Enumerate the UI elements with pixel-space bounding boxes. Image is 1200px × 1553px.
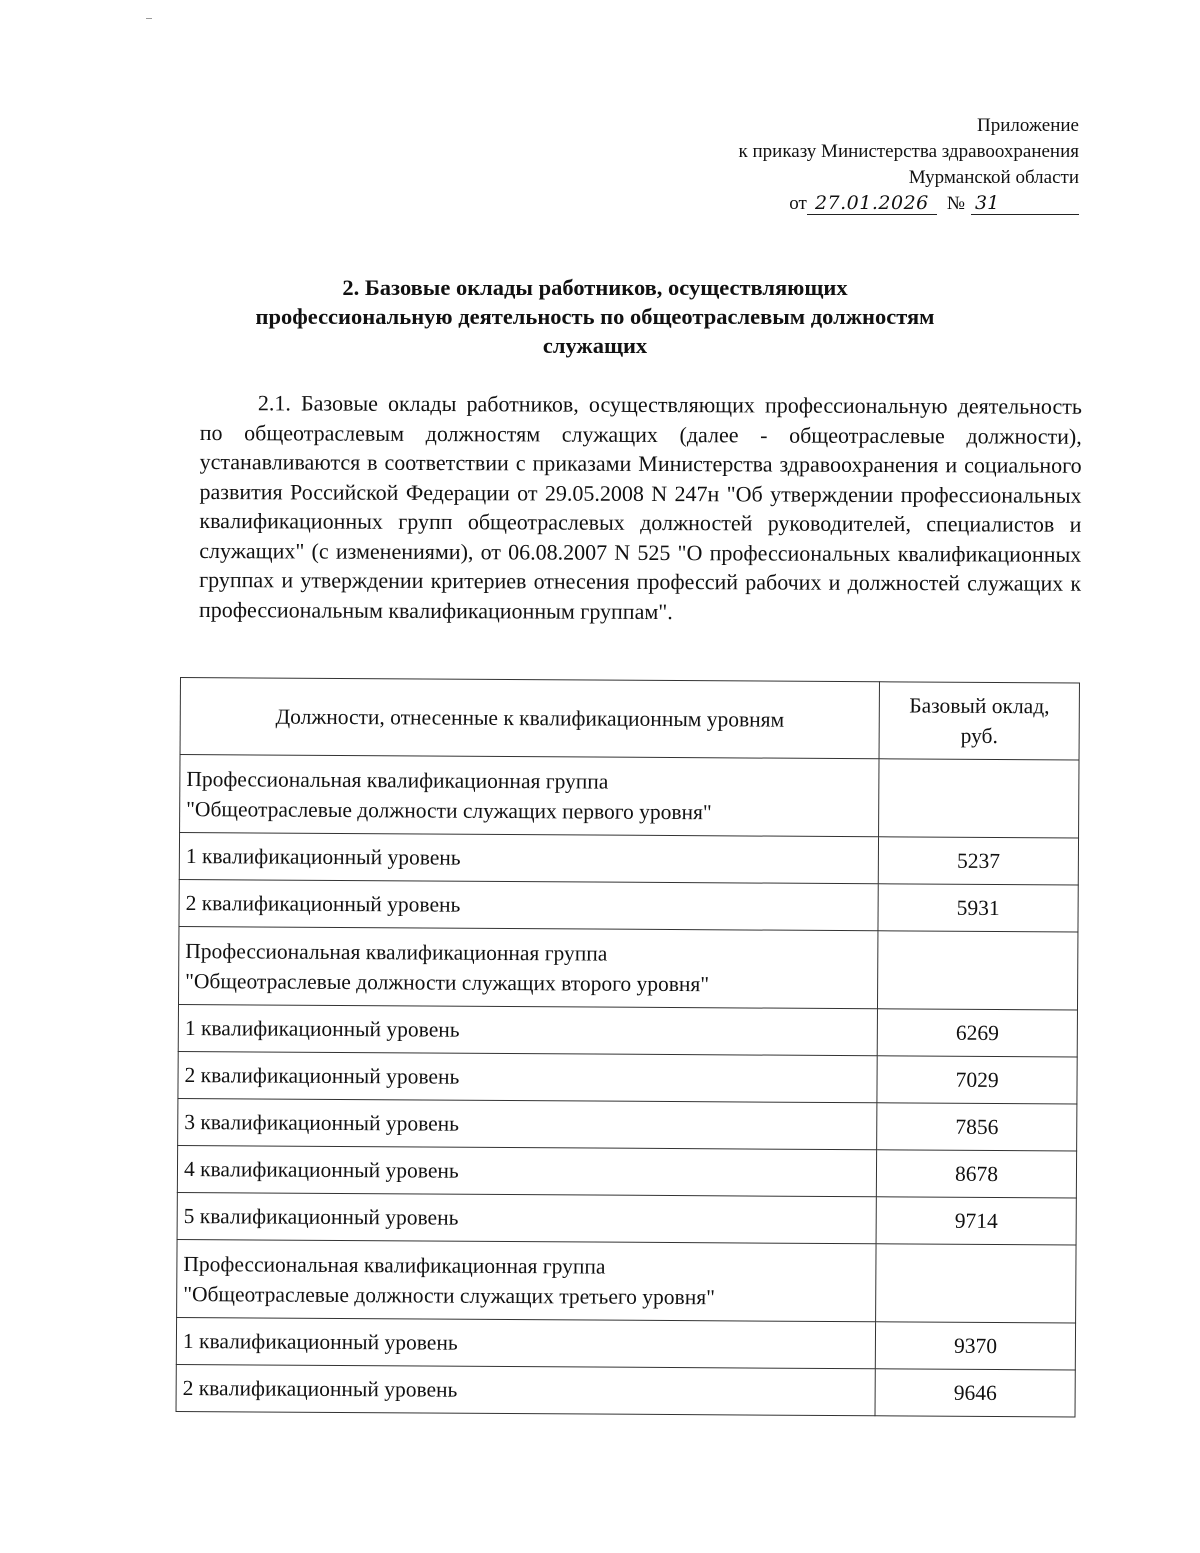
appendix-order-ref: к приказу Министерства здравоохранения	[738, 141, 1079, 162]
table-row	[177, 1145, 1076, 1197]
level-salary: 9646	[875, 1369, 1075, 1417]
date-prefix: от	[789, 193, 807, 214]
group-name	[177, 1239, 877, 1321]
group-line-1: Профессиональная квалификационная группа	[186, 766, 609, 794]
level-name: 5 квалификационный уровень	[177, 1192, 876, 1243]
scan-speck	[146, 18, 152, 19]
group-row	[177, 1239, 1076, 1322]
group-salary-empty	[879, 759, 1079, 838]
section-paragraph: 2.1. Базовые оклады работников, осуществляющих профессиональную деятельность по общеотраслевым должностям служащих (далее - общеотраслевые должности), устанавливаются в соответствии с приказами Министерства здравоохранения и социального развития Российской Федерации от 29.05.2008 N 247н "Об утверждении профессиональных квалификационных групп общеотраслевых должностей руководителей, специалистов и служащих" (с изменениями), от 06.08.2007 N 525 "О профессиональных квалификационных группах и утверждении критериев отнесения профессий рабочих и должностей служащих к профессиональным квалификационным группам".	[198, 390, 1082, 624]
table-row	[176, 1317, 1075, 1369]
salary-table	[176, 677, 1080, 1417]
group-line-1: Профессиональная квалификационная группа	[183, 1251, 606, 1279]
table-row	[178, 1004, 1077, 1056]
group-name	[178, 926, 878, 1008]
title-line-2: профессиональную деятельность по общеотраслевым должностям	[255, 304, 935, 329]
table-row	[179, 879, 1078, 931]
header-salary-line-1: Базовый оклад,	[909, 693, 1050, 719]
handwritten-date: 27.01.2026	[807, 192, 937, 215]
table-row	[179, 833, 1078, 885]
table-header-row	[180, 678, 1079, 760]
appendix-header	[619, 113, 1079, 217]
group-name	[180, 755, 880, 837]
level-name: 2 квалификационный уровень	[176, 1364, 875, 1415]
title-line-1: 2. Базовые оклады работников, осуществляющих	[342, 275, 848, 300]
order-date-number	[789, 191, 1079, 217]
table-row	[178, 1051, 1077, 1103]
title-line-3: служащих	[542, 333, 648, 358]
level-salary: 6269	[877, 1009, 1077, 1057]
header-positions: Должности, отнесенные к квалификационным уровням	[180, 678, 880, 759]
level-salary: 9370	[876, 1322, 1076, 1370]
section-title	[200, 273, 990, 360]
level-name: 2 квалификационный уровень	[178, 1051, 877, 1102]
level-name: 2 квалификационный уровень	[179, 879, 878, 930]
level-name: 1 квалификационный уровень	[178, 1004, 877, 1055]
level-salary: 8678	[877, 1150, 1077, 1198]
level-name: 4 квалификационный уровень	[177, 1145, 876, 1196]
level-salary: 5931	[878, 884, 1078, 932]
level-name: 1 квалификационный уровень	[179, 833, 878, 884]
group-row	[178, 926, 1077, 1009]
level-salary: 7856	[877, 1103, 1077, 1151]
level-name: 1 квалификационный уровень	[176, 1317, 875, 1368]
header-salary-line-2: руб.	[960, 723, 998, 748]
appendix-title: Приложение	[977, 115, 1079, 136]
level-salary: 5237	[878, 837, 1078, 885]
handwritten-number: 31	[971, 192, 1079, 215]
group-salary-empty	[878, 931, 1078, 1010]
table-row	[176, 1364, 1075, 1416]
appendix-region: Мурманской области	[908, 167, 1079, 188]
level-name: 3 квалификационный уровень	[178, 1098, 877, 1149]
group-line-2: "Общеотраслевые должности служащих третьего уровня"	[183, 1281, 715, 1309]
group-line-2: "Общеотраслевые должности служащих первого уровня"	[186, 796, 712, 824]
group-line-1: Профессиональная квалификационная группа	[185, 938, 608, 966]
group-salary-empty	[876, 1244, 1076, 1323]
header-salary	[879, 682, 1079, 760]
table-row	[177, 1192, 1076, 1244]
group-line-2: "Общеотраслевые должности служащих второго уровня"	[185, 968, 710, 996]
number-sign: №	[946, 193, 965, 214]
level-salary: 7029	[877, 1056, 1077, 1104]
level-salary: 9714	[876, 1197, 1076, 1245]
table-row	[178, 1098, 1077, 1150]
group-row	[180, 755, 1079, 838]
